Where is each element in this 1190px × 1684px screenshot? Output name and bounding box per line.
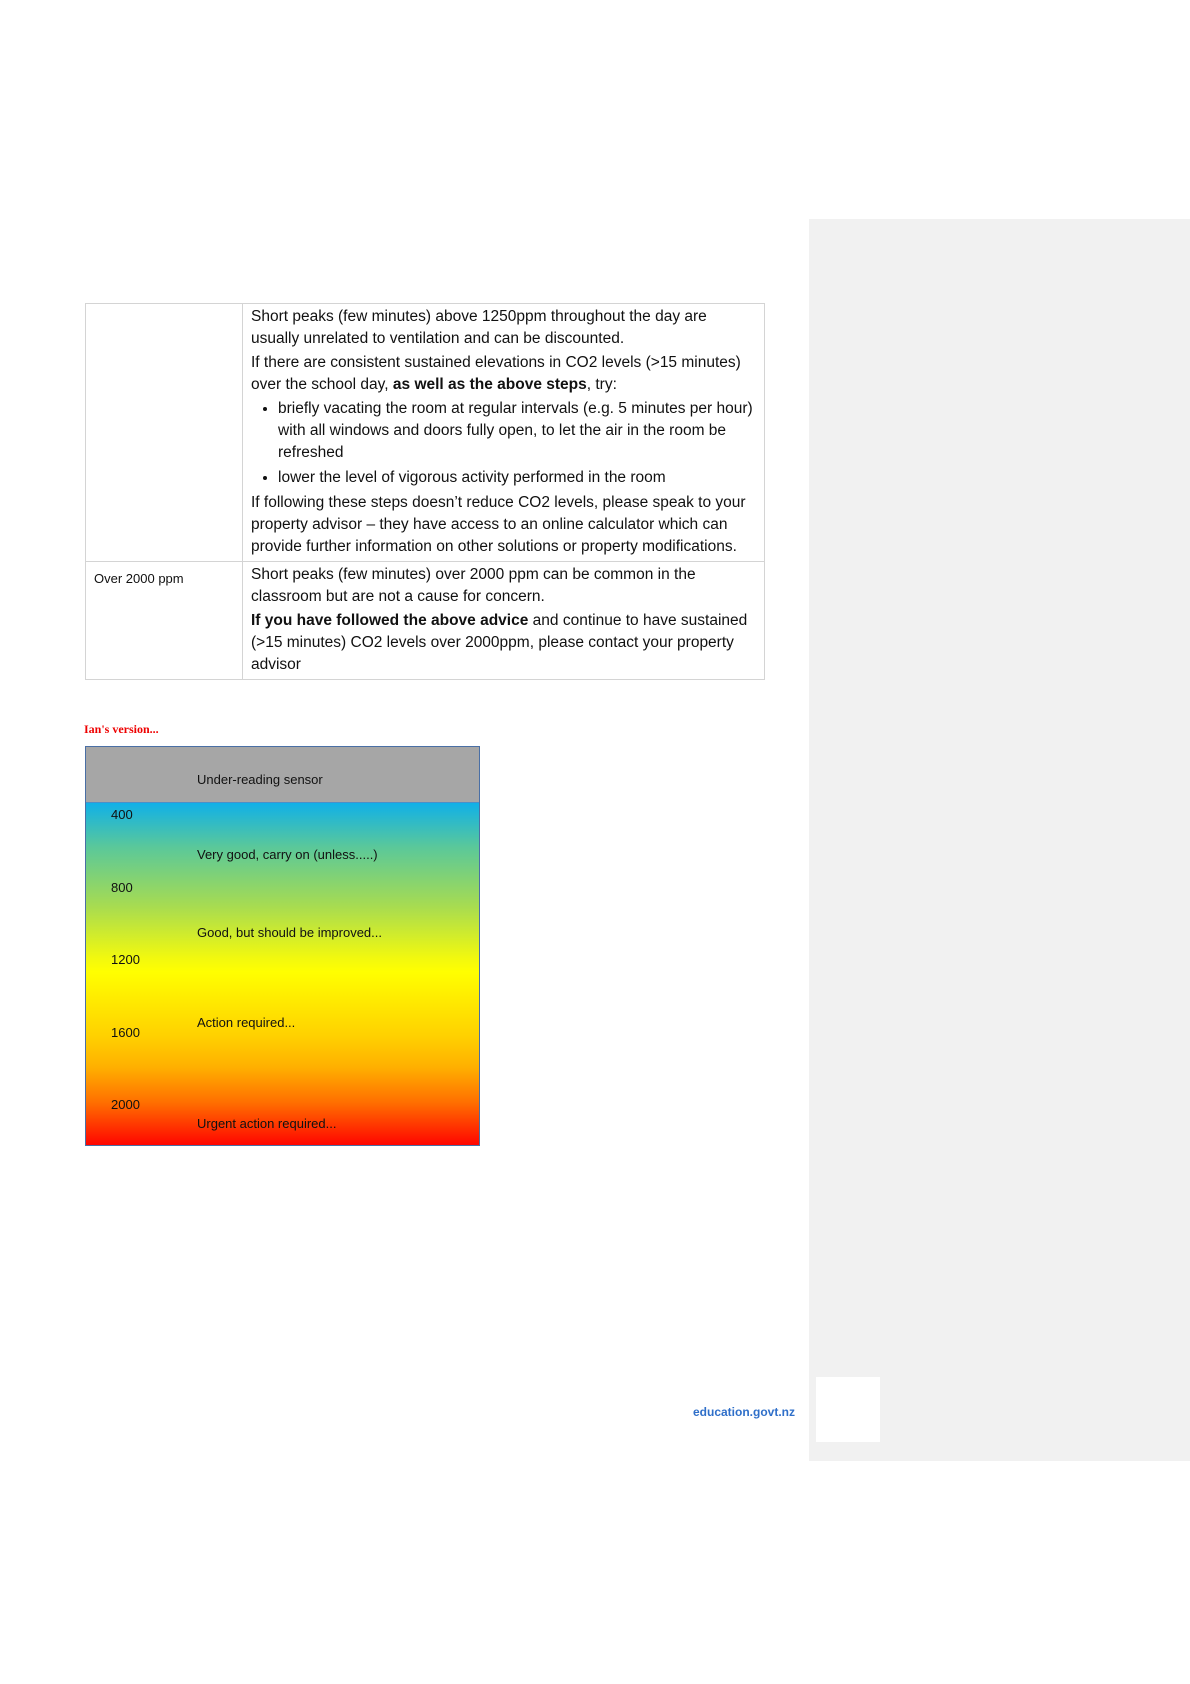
footer-site-link[interactable]: education.govt.nz — [693, 1405, 795, 1419]
text: If there are consistent sustained elevations in CO2 levels (>15 minutes) over the school day, — [251, 354, 741, 393]
bold-text: If you have followed the above advice — [251, 612, 529, 629]
advice-paragraph — [251, 610, 756, 676]
band-label: Urgent action required... — [197, 1116, 337, 1131]
level-cell: Over 2000 ppm — [86, 562, 243, 680]
scale-heading: Ian's version... — [84, 722, 159, 736]
level-label: 2000 — [111, 1097, 140, 1112]
text: and continue to have sustained (>15 minutes) CO2 levels over 2000ppm, please contact your property advisor — [251, 612, 748, 673]
band-label: Action required... — [197, 1015, 296, 1030]
co2-color-scale — [85, 746, 480, 1146]
table-row — [86, 562, 765, 680]
advice-list — [251, 398, 756, 489]
advice-cell — [243, 562, 765, 680]
side-panel — [809, 219, 1190, 1461]
level-cell — [86, 304, 243, 562]
page-number-box — [816, 1377, 880, 1442]
band-label: Good, but should be improved... — [197, 925, 383, 940]
advice-paragraph — [251, 352, 756, 396]
level-label: 1200 — [111, 952, 140, 967]
advice-paragraph: Short peaks (few minutes) over 2000 ppm can be common in the classroom but are not a cause for concern. — [251, 566, 696, 605]
bold-text: as well as the above steps — [392, 376, 587, 393]
text: , try: — [586, 376, 617, 393]
divider — [86, 802, 479, 803]
table-row — [86, 304, 765, 562]
advice-paragraph: If following these steps doesn’t reduce CO2 levels, please speak to your property advisor – they have access to an online calculator which can provide further information on other solutions or property modifications. — [251, 494, 746, 555]
list-item: • briefly vacating the room at regular intervals (e.g. 5 minutes per hour) with all windows and doors fully open, to let the air in the room be refreshed — [278, 398, 756, 464]
band-label-under-reading: Under-reading sensor — [197, 772, 323, 787]
level-label: 800 — [111, 880, 133, 895]
list-item: • lower the level of vigorous activity performed in the room — [278, 467, 756, 489]
level-label: 400 — [111, 807, 133, 822]
advice-paragraph: Short peaks (few minutes) above 1250ppm throughout the day are usually unrelated to ventilation and can be discounted. — [251, 308, 707, 347]
band-label: Very good, carry on (unless.....) — [197, 847, 378, 862]
co2-advice-table — [85, 303, 765, 680]
level-label: 1600 — [111, 1025, 140, 1040]
advice-cell — [243, 304, 765, 562]
